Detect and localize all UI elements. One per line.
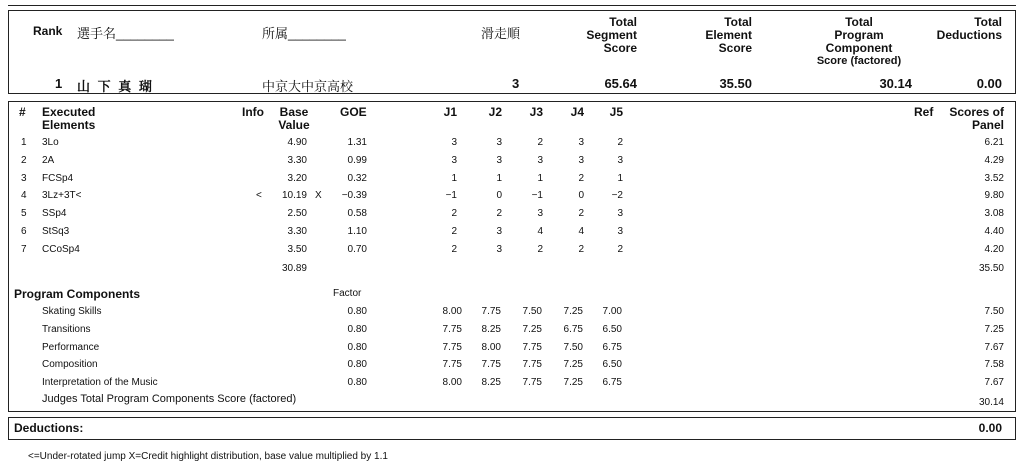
component-name: Performance bbox=[42, 341, 100, 353]
element-base-value: 10.19 bbox=[281, 190, 307, 202]
element-name: FCSp4 bbox=[42, 172, 74, 184]
judge-score: 1 bbox=[496, 172, 502, 184]
judge-score: 2 bbox=[451, 208, 457, 220]
element-row bbox=[9, 244, 1015, 262]
judge-score: −2 bbox=[611, 190, 623, 202]
component-judge-score: 7.50 bbox=[563, 341, 583, 353]
element-goe: 0.32 bbox=[347, 172, 367, 184]
element-panel-score: 3.08 bbox=[984, 208, 1004, 220]
element-row bbox=[9, 226, 1015, 244]
component-name: Skating Skills bbox=[42, 306, 102, 317]
judge-score: −1 bbox=[531, 190, 543, 202]
element-goe: 1.10 bbox=[347, 226, 367, 237]
element-goe: 1.31 bbox=[347, 137, 367, 148]
skater-summary-panel bbox=[8, 10, 1016, 94]
element-bonus-mark: X bbox=[315, 190, 322, 202]
deductions-label: Deductions: bbox=[14, 421, 84, 435]
component-row bbox=[9, 359, 1015, 377]
judge-score: 4 bbox=[578, 226, 584, 237]
judge-score: 3 bbox=[451, 137, 457, 148]
judge-score: 2 bbox=[617, 243, 623, 255]
element-base-value: 3.20 bbox=[287, 172, 307, 184]
element-panel-score: 4.40 bbox=[984, 226, 1004, 237]
component-row bbox=[9, 306, 1015, 324]
element-base-value: 4.90 bbox=[287, 137, 307, 148]
judge-score: 2 bbox=[537, 243, 543, 255]
element-name: 3Lo bbox=[42, 137, 59, 148]
component-panel-score: 7.25 bbox=[984, 323, 1004, 335]
judge-score: 2 bbox=[496, 208, 502, 220]
element-name: SSp4 bbox=[42, 208, 67, 220]
component-judge-score: 7.75 bbox=[442, 323, 462, 335]
judge-header: J2 bbox=[488, 105, 502, 119]
component-judge-score: 8.00 bbox=[442, 306, 462, 317]
judge-score: 1 bbox=[451, 172, 457, 184]
element-number: 6 bbox=[21, 226, 27, 237]
element-number: 2 bbox=[21, 154, 27, 166]
component-judge-score: 7.75 bbox=[442, 341, 462, 353]
judge-score: 3 bbox=[578, 154, 584, 166]
judge-header: J3 bbox=[529, 105, 543, 119]
component-judge-score: 7.75 bbox=[522, 359, 542, 371]
component-judge-score: 7.25 bbox=[563, 359, 583, 371]
element-goe: 0.70 bbox=[347, 243, 367, 255]
element-goe: −0.39 bbox=[341, 190, 367, 202]
scores-of-panel-header: Scores of Panel bbox=[949, 105, 1004, 132]
component-judge-score: 8.25 bbox=[481, 323, 501, 335]
element-goe: 0.99 bbox=[347, 154, 367, 166]
component-row bbox=[9, 324, 1015, 342]
judge-score: 3 bbox=[496, 226, 502, 237]
judge-score: 2 bbox=[578, 208, 584, 220]
judge-score: 1 bbox=[617, 172, 623, 184]
component-name: Transitions bbox=[42, 323, 91, 335]
total-element-score-value: 35.50 bbox=[719, 76, 752, 91]
component-name: Interpretation of the Music bbox=[42, 377, 158, 389]
judge-score: 2 bbox=[578, 172, 584, 184]
component-row bbox=[9, 342, 1015, 360]
info-header: Info bbox=[242, 105, 264, 119]
judge-score: 3 bbox=[451, 154, 457, 166]
element-number: 1 bbox=[21, 137, 27, 148]
element-row bbox=[9, 208, 1015, 226]
top-rule bbox=[8, 5, 1016, 6]
judge-score: 0 bbox=[578, 190, 584, 202]
judge-score: 3 bbox=[617, 226, 623, 237]
element-name: 3Lz+3T< bbox=[42, 190, 82, 202]
component-judge-score: 7.75 bbox=[522, 377, 542, 389]
base-value-header: Base Value bbox=[278, 105, 310, 132]
judge-score: 1 bbox=[537, 172, 543, 184]
judge-score: −1 bbox=[445, 190, 457, 202]
total-deductions-value: 0.00 bbox=[976, 76, 1002, 91]
judge-score: 3 bbox=[496, 154, 502, 166]
judge-score: 3 bbox=[496, 137, 502, 148]
rank-label: Rank bbox=[33, 24, 63, 38]
judge-header: J4 bbox=[570, 105, 584, 119]
element-info: < bbox=[256, 190, 262, 202]
skating-order-value: 3 bbox=[512, 76, 520, 91]
judge-score: 4 bbox=[537, 226, 543, 237]
component-factor: 0.80 bbox=[347, 323, 367, 335]
judge-header: J5 bbox=[609, 105, 623, 119]
total-program-component-score-label: Total Program Component Score (factored) bbox=[816, 15, 902, 67]
element-number: 4 bbox=[21, 190, 27, 202]
total-element-score-label: Total Element Score bbox=[705, 15, 752, 55]
judge-score: 3 bbox=[578, 137, 584, 148]
judge-score: 2 bbox=[617, 137, 623, 148]
element-number: 3 bbox=[21, 172, 27, 184]
deductions-value: 0.00 bbox=[978, 421, 1002, 435]
component-judge-score: 7.25 bbox=[563, 306, 583, 317]
component-judge-score: 8.00 bbox=[481, 341, 501, 353]
judge-score: 0 bbox=[496, 190, 502, 202]
element-base-value: 2.50 bbox=[287, 208, 307, 220]
component-judge-score: 8.25 bbox=[481, 377, 501, 389]
total-segment-score-label: Total Segment Score bbox=[586, 15, 637, 55]
component-judge-score: 7.25 bbox=[563, 377, 583, 389]
club-name: 中京大中京高校 bbox=[262, 79, 354, 94]
element-number: 5 bbox=[21, 208, 27, 220]
element-base-value: 3.30 bbox=[287, 226, 307, 237]
judge-score: 2 bbox=[451, 243, 457, 255]
component-name: Composition bbox=[42, 359, 98, 371]
element-number: 7 bbox=[21, 243, 27, 255]
component-factor: 0.80 bbox=[347, 306, 367, 317]
component-judge-score: 6.50 bbox=[602, 359, 622, 371]
executed-elements-header: Executed Elements bbox=[42, 105, 96, 132]
element-number-header: # bbox=[19, 105, 26, 119]
component-judge-score: 7.25 bbox=[522, 323, 542, 335]
factor-header: Factor bbox=[333, 288, 362, 299]
element-row bbox=[9, 190, 1015, 208]
element-panel-score: 3.52 bbox=[984, 172, 1004, 184]
ref-header: Ref bbox=[914, 105, 934, 119]
element-base-value: 3.30 bbox=[287, 154, 307, 166]
element-base-value: 3.50 bbox=[287, 243, 307, 255]
judge-score: 3 bbox=[617, 154, 623, 166]
element-row bbox=[9, 137, 1015, 155]
component-judge-score: 6.75 bbox=[602, 341, 622, 353]
element-panel-score: 4.20 bbox=[984, 243, 1004, 255]
rank-value: 1 bbox=[55, 76, 63, 91]
element-name: CCoSp4 bbox=[42, 243, 80, 255]
element-name: StSq3 bbox=[42, 226, 70, 237]
judge-score: 2 bbox=[451, 226, 457, 237]
total-segment-score-value: 65.64 bbox=[604, 76, 637, 91]
judge-score: 3 bbox=[537, 208, 543, 220]
club-label: 所属________ bbox=[262, 26, 346, 41]
component-judge-score: 6.50 bbox=[602, 323, 622, 335]
goe-header: GOE bbox=[340, 105, 367, 119]
component-factor: 0.80 bbox=[347, 377, 367, 389]
component-judge-score: 7.00 bbox=[602, 306, 622, 317]
judge-score: 3 bbox=[496, 243, 502, 255]
component-judge-score: 7.75 bbox=[522, 341, 542, 353]
total-program-component-score-value: 30.14 bbox=[879, 76, 912, 91]
component-judge-score: 8.00 bbox=[442, 377, 462, 389]
component-judge-score: 7.75 bbox=[442, 359, 462, 371]
judges-total-pcs-value: 30.14 bbox=[978, 397, 1004, 408]
program-components-title: Program Components bbox=[14, 287, 141, 301]
element-row bbox=[9, 155, 1015, 173]
component-judge-score: 7.75 bbox=[481, 359, 501, 371]
element-goe: 0.58 bbox=[347, 208, 367, 220]
component-panel-score: 7.67 bbox=[984, 377, 1004, 389]
total-deductions-label: Total Deductions bbox=[936, 15, 1002, 42]
component-panel-score: 7.50 bbox=[984, 306, 1004, 317]
deductions-panel bbox=[8, 417, 1016, 440]
element-name: 2A bbox=[42, 154, 55, 166]
component-factor: 0.80 bbox=[347, 359, 367, 371]
element-row bbox=[9, 173, 1015, 191]
component-judge-score: 6.75 bbox=[602, 377, 622, 389]
judges-total-pcs-label: Judges Total Program Components Score (factored) bbox=[42, 393, 297, 405]
element-panel-score: 6.21 bbox=[984, 137, 1004, 148]
component-factor: 0.80 bbox=[347, 341, 367, 353]
judge-score: 3 bbox=[537, 154, 543, 166]
judge-score: 2 bbox=[537, 137, 543, 148]
base-value-total: 30.89 bbox=[281, 263, 307, 274]
component-judge-score: 6.75 bbox=[563, 323, 583, 335]
legend-footnote: <=Under-rotated jump X=Credit highlight distribution, base value multiplied by 1.1 bbox=[28, 451, 388, 462]
component-judge-score: 7.50 bbox=[522, 306, 542, 317]
element-panel-score: 9.80 bbox=[984, 190, 1004, 202]
component-judge-score: 7.75 bbox=[481, 306, 501, 317]
judge-score: 3 bbox=[617, 208, 623, 220]
score-details-panel bbox=[8, 101, 1016, 412]
element-panel-score: 4.29 bbox=[984, 154, 1004, 166]
judge-header: J1 bbox=[443, 105, 457, 119]
name-label: 選手名________ bbox=[77, 26, 174, 41]
elements-panel-total: 35.50 bbox=[978, 263, 1004, 274]
component-panel-score: 7.67 bbox=[984, 341, 1004, 353]
component-panel-score: 7.58 bbox=[984, 359, 1004, 371]
skater-name: 山 下 真 瑚 bbox=[77, 79, 154, 94]
judge-score: 2 bbox=[578, 243, 584, 255]
skating-order-label: 滑走順 bbox=[481, 26, 521, 41]
